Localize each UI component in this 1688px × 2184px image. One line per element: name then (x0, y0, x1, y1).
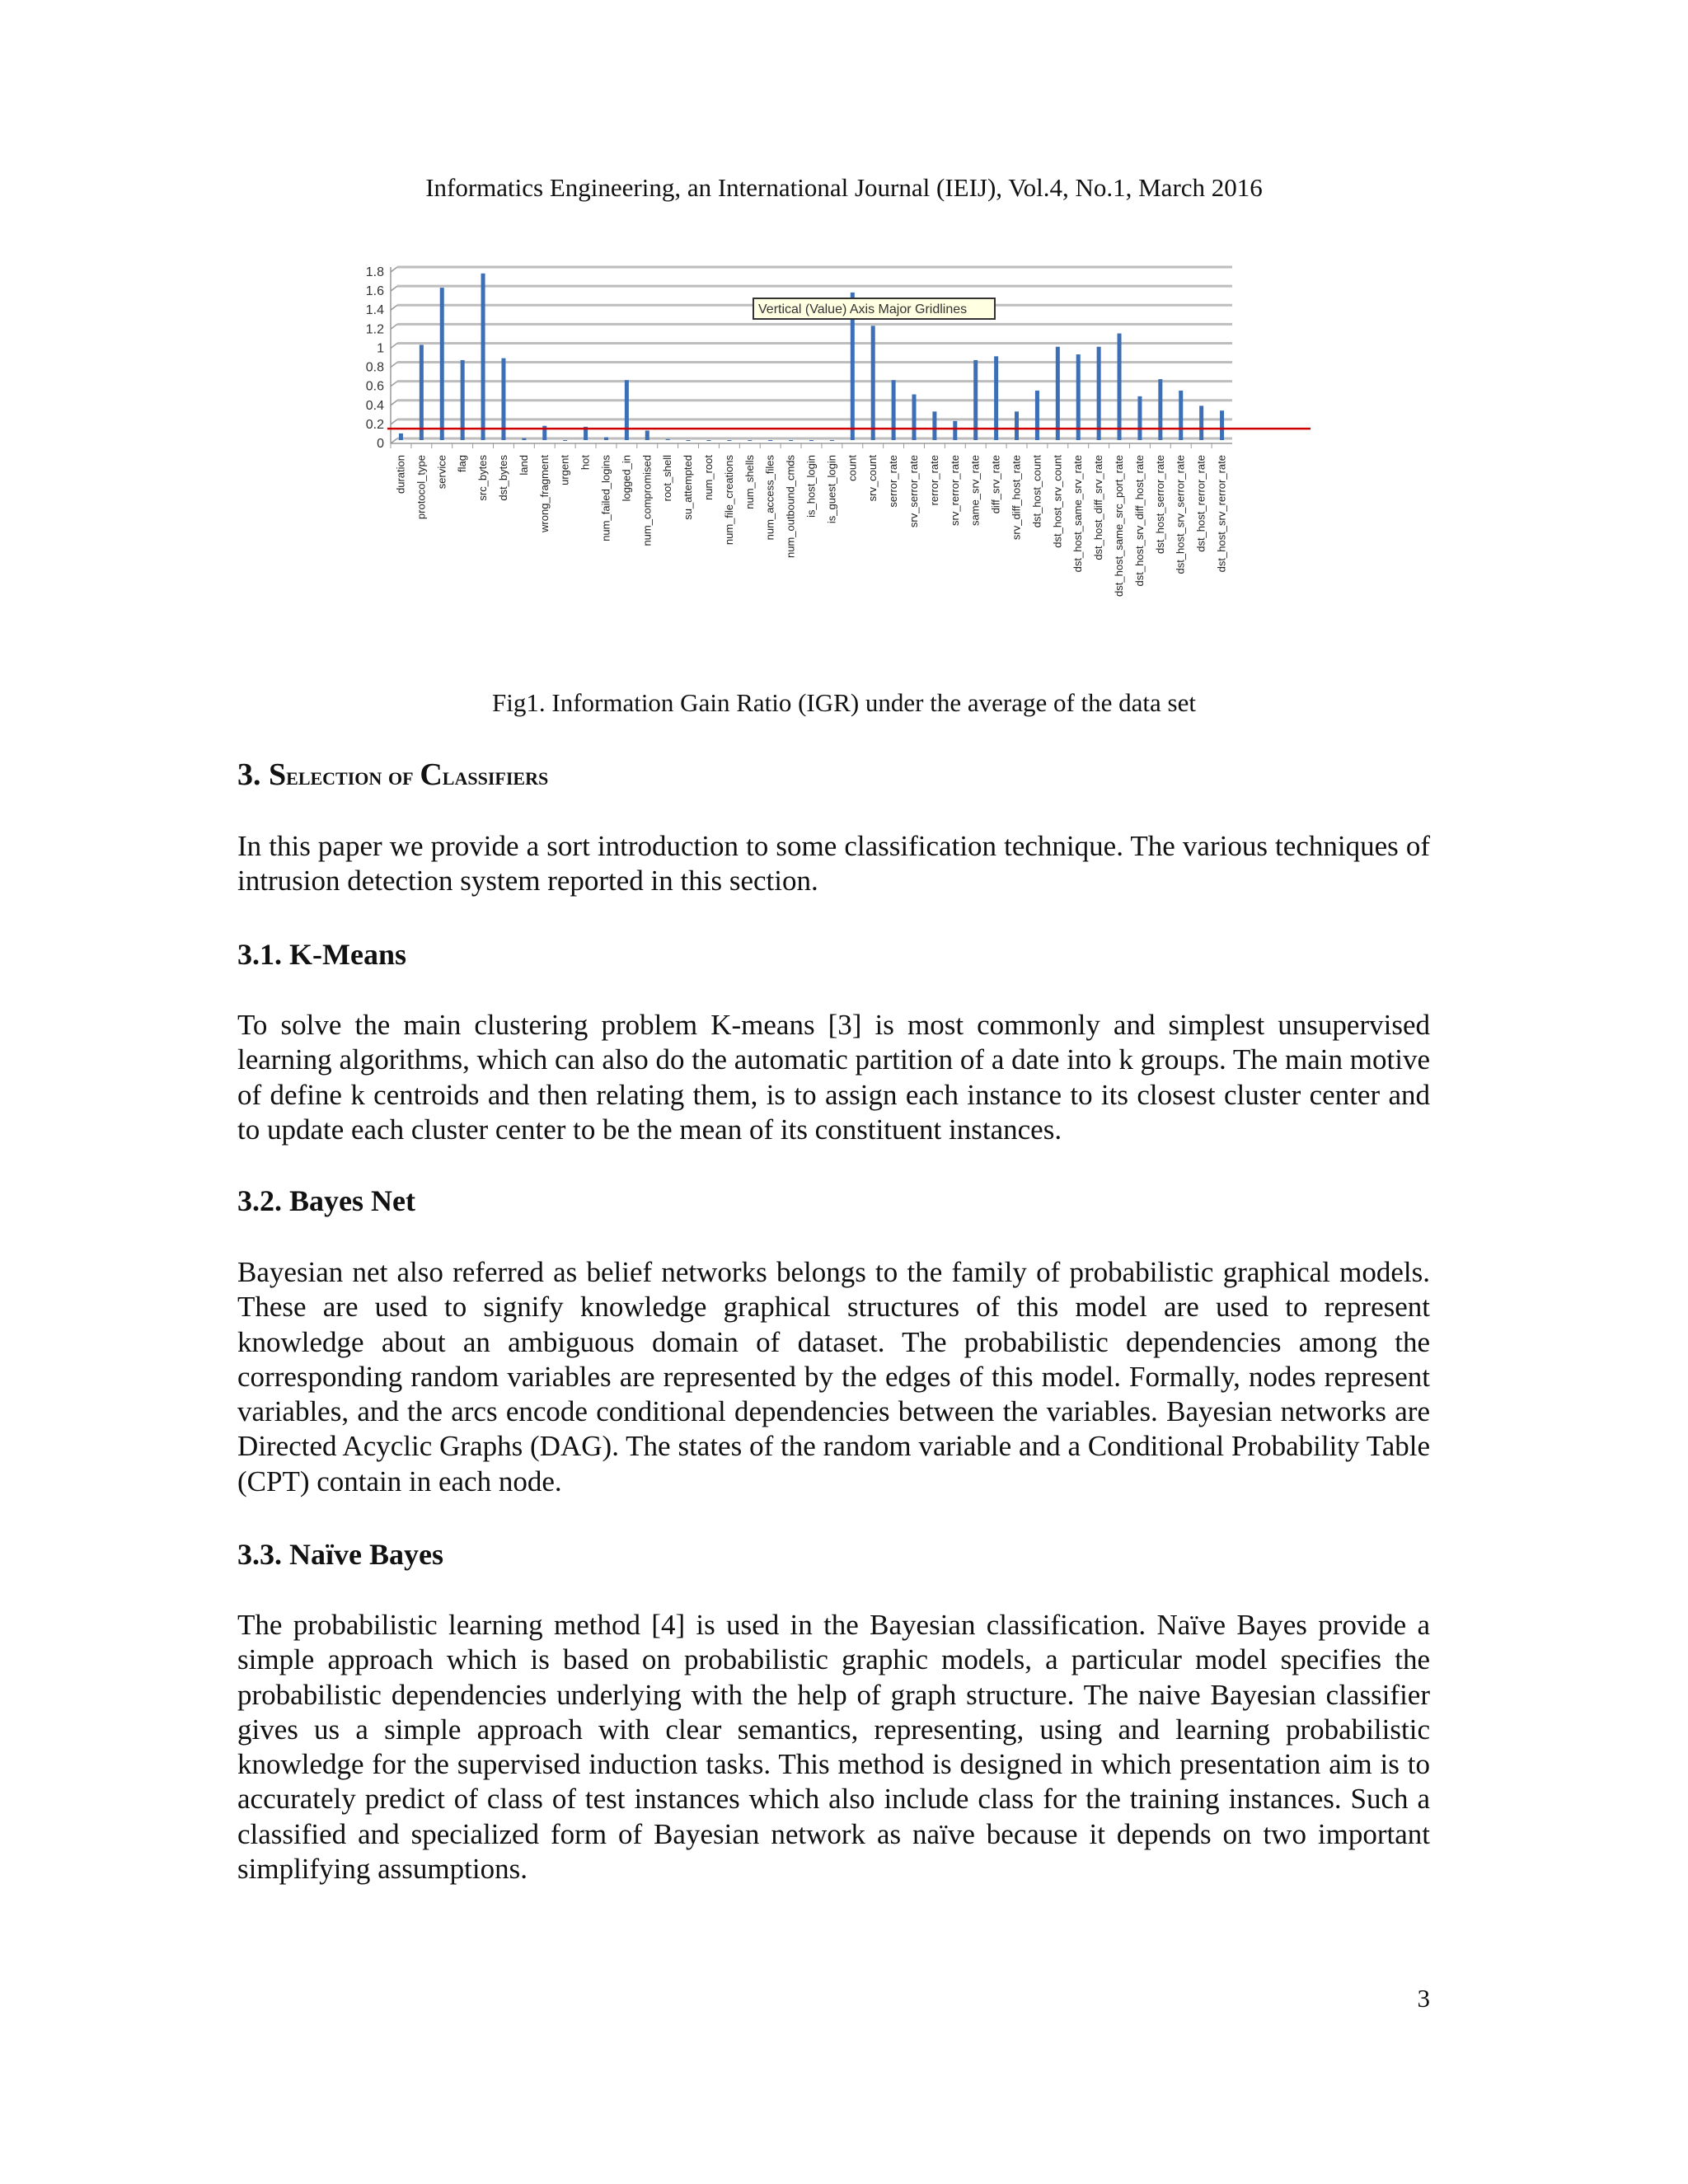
bar (1056, 347, 1060, 440)
x-tick-label: same_srv_rate (968, 455, 982, 526)
x-tick-label: protocol_type (415, 455, 428, 520)
y-tick-label: 0.4 (365, 398, 384, 413)
x-tick-label: root_shell (661, 455, 674, 502)
gridline-depth (391, 286, 397, 291)
gridline-depth (391, 419, 397, 424)
x-tick-label: rerror_rate (927, 455, 940, 506)
x-tick-label: num_file_creations (722, 455, 735, 546)
bar (604, 438, 608, 440)
x-tick-label: src_bytes (476, 455, 490, 501)
x-tick-label: wrong_fragment (537, 455, 551, 532)
y-tick-label: 1.4 (365, 303, 384, 318)
bar (768, 440, 772, 441)
page-number: 3 (1417, 1984, 1430, 2013)
bar (1118, 334, 1122, 440)
kmeans-paragraph: To solve the main clustering problem K-means [3] is most commonly and simplest unsupervised learning algorithms, which can also do the automatic partition of a date into k groups. The main motive of define k centroids and then relating them, is to assign each instance to its closest cluster center and to update each cluster center to be the mean of its constituent instances. (237, 1009, 1430, 1146)
bar (789, 440, 793, 441)
bar (871, 326, 875, 440)
bar (440, 288, 444, 440)
y-tick-label: 1 (377, 341, 384, 356)
x-tick-label: count (846, 455, 859, 481)
section-3-intro: In this paper we provide a sort introduction to some classification technique. The various techniques of intrusion detection system reported in this section. (237, 830, 1430, 898)
subsection-heading-kmeans: 3.1. K-Means (237, 938, 406, 971)
bar (625, 380, 629, 440)
x-tick-label: flag (456, 455, 469, 472)
bar (830, 440, 834, 441)
gridlines-tooltip: Vertical (Value) Axis Major Gridlines (758, 302, 968, 316)
bar (706, 440, 710, 441)
bar (1137, 396, 1142, 440)
x-tick-label: serror_rate (887, 455, 900, 508)
x-tick-label: srv_serror_rate (907, 455, 921, 528)
gridline-depth (391, 401, 397, 405)
heading-part: C (420, 757, 443, 792)
x-tick-label: is_guest_login (825, 455, 838, 524)
bar (727, 440, 731, 441)
running-header: Informatics Engineering, an International Journal (IEIJ), Vol.4, No.1, March 2016 (425, 173, 1263, 202)
y-tick-label: 1.2 (365, 322, 384, 337)
x-tick-label: dst_host_srv_serror_rate (1174, 455, 1187, 574)
bar (912, 395, 917, 440)
bayes-net-paragraph: Bayesian net also referred as belief networks belongs to the family of probabilistic graphical models. These are used to signify knowledge graphical structures of this model are used to represent knowledge about an ambiguous domain of dataset. The probabilistic dependencies among the corresponding random variables are represented by the edges of this model. Formally, nodes represent variables, and the arcs encode conditional dependencies between the variables. Bayesian networks are Directed Acyclic Graphs (DAG). The states of the random variable and a Conditional Probability Table (CPT) contain in each node. (237, 1256, 1430, 1497)
x-tick-label: service (435, 455, 448, 490)
bar (1179, 391, 1183, 440)
bar (399, 434, 403, 440)
bar (1076, 354, 1081, 440)
section-heading-selection-of-classifiers (237, 757, 548, 793)
subsection-heading-bayes-net: 3.2. Bayes Net (237, 1184, 415, 1217)
x-tick-label: diff_srv_rate (989, 455, 1002, 514)
y-tick-label: 1.6 (365, 284, 384, 299)
gridline-depth (391, 382, 397, 387)
gridline-depth (391, 324, 397, 329)
x-tick-label: su_attempted (682, 455, 695, 520)
y-tick-label: 1.8 (365, 265, 384, 279)
x-tick-label: dst_host_same_srv_rate (1071, 455, 1085, 573)
subsection-heading-naive-bayes: 3.3. Naïve Bayes (237, 1538, 443, 1571)
gridline-depth (391, 305, 397, 310)
x-tick-label: srv_rerror_rate (948, 455, 961, 526)
gridline-depth (391, 363, 397, 368)
y-tick-label: 0 (377, 437, 384, 451)
gridline-depth (391, 343, 397, 348)
bar (481, 274, 485, 440)
x-tick-label: dst_host_rerror_rate (1194, 455, 1207, 552)
bar (809, 440, 814, 441)
bar (953, 421, 957, 440)
gridline-depth (391, 267, 397, 272)
x-tick-label: num_root (701, 455, 715, 500)
x-tick-label: is_host_login (804, 455, 818, 518)
bar (892, 380, 896, 440)
bar (522, 438, 526, 440)
x-tick-label: num_shells (743, 455, 756, 509)
x-tick-label: srv_diff_host_rate (1010, 455, 1023, 541)
x-tick-label: dst_host_srv_count (1051, 455, 1064, 548)
bar (932, 411, 936, 440)
bar (994, 356, 998, 440)
x-tick-label: num_failed_logins (599, 455, 612, 541)
bar (1015, 411, 1019, 440)
heading-part: election of (286, 762, 420, 790)
y-tick-label: 0.8 (365, 360, 384, 375)
x-tick-label: dst_host_same_src_port_rate (1113, 455, 1126, 597)
x-tick-label: dst_host_count (1030, 455, 1043, 528)
bar (563, 440, 567, 441)
bar (748, 440, 752, 441)
heading-part: S (269, 757, 287, 792)
x-tick-label: num_compromised (640, 455, 654, 546)
x-tick-label: logged_in (620, 455, 633, 502)
figure-caption: Fig1. Information Gain Ratio (IGR) under the average of the data set (492, 688, 1196, 717)
bar (666, 439, 670, 440)
x-tick-label: dst_host_diff_srv_rate (1092, 455, 1105, 560)
x-tick-label: duration (394, 455, 407, 494)
igr-bar-chart (346, 255, 1335, 684)
x-tick-label: srv_count (866, 455, 879, 502)
x-tick-label: dst_host_srv_diff_host_rate (1132, 455, 1146, 587)
bar (1097, 347, 1101, 440)
y-tick-label: 0.6 (365, 379, 384, 394)
x-tick-label: num_access_files (763, 455, 776, 541)
x-tick-label: dst_host_srv_rerror_rate (1215, 455, 1228, 573)
bar (1035, 391, 1039, 440)
bar (645, 430, 649, 440)
x-tick-label: dst_host_serror_rate (1153, 455, 1166, 554)
bar (1199, 405, 1203, 440)
y-tick-label: 0.2 (365, 417, 384, 432)
naive-bayes-paragraph: The probabilistic learning method [4] is used in the Bayesian classification. Naïve Bayes provide a simple approach which is based on probabilistic graphic models, a particular model specifies the probabilistic dependencies underlying with the help of graph structure. The naive Bayesian classifier gives us a simple approach with clear semantics, representing, using and learning probabilistic knowledge for the supervised induction tasks. This method is designed in which presentation aim is to accurately predict of class of test instances which also include class for the training instances. Such a classified and specialized form of Bayesian network as naïve because it depends on two important simplifying assumptions. (237, 1609, 1430, 1886)
x-tick-label: urgent (558, 455, 571, 485)
gridline-depth (391, 438, 397, 443)
bar (420, 344, 424, 440)
x-tick-label: num_outbound_cmds (784, 455, 797, 559)
section-number: 3. (237, 757, 269, 792)
x-tick-label: dst_bytes (496, 455, 509, 501)
heading-part: lassifiers (442, 762, 549, 790)
bar (1220, 410, 1224, 440)
x-tick-label: land (517, 455, 530, 476)
bar (1158, 379, 1162, 440)
x-tick-label: hot (579, 455, 592, 471)
bar (687, 440, 691, 441)
